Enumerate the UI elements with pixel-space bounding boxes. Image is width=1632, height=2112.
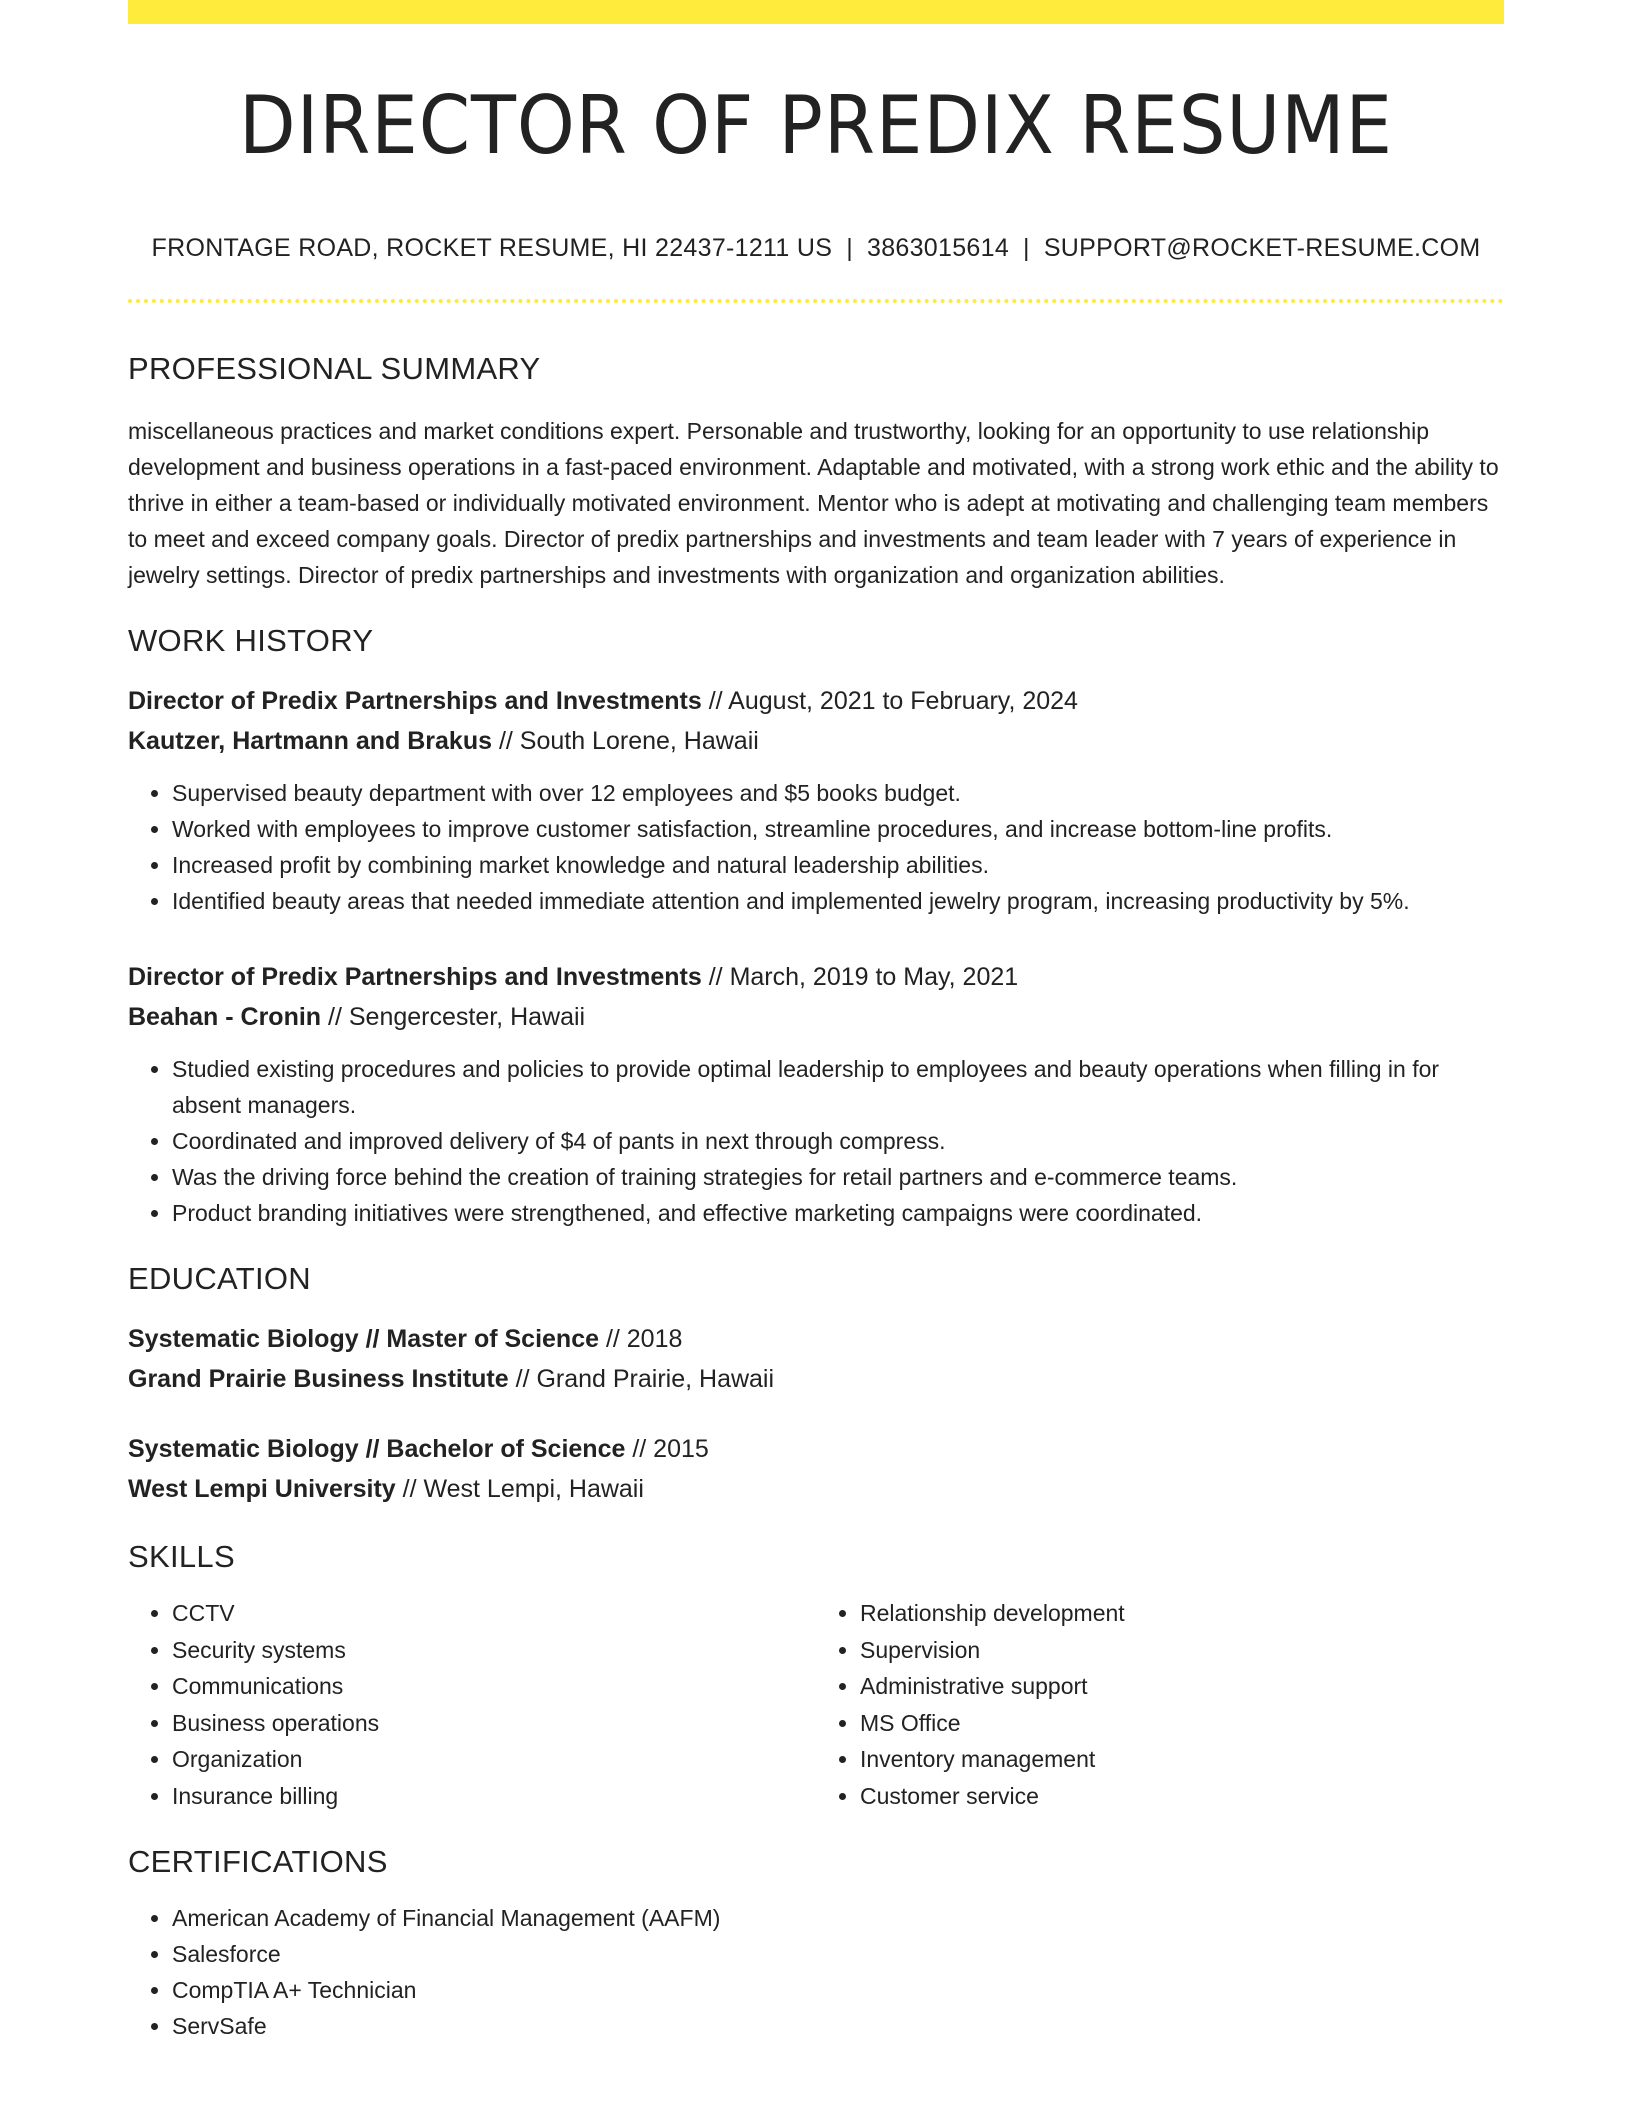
skill-item: • Customer service	[860, 1778, 1504, 1815]
job-bullet: • Product branding initiatives were strengthened, and effective marketing campaigns were coordinated.	[172, 1195, 1504, 1231]
job-bullets	[128, 1051, 1504, 1231]
job-company: Beahan - Cronin	[128, 1003, 322, 1031]
job-bullets	[128, 775, 1504, 919]
job-bullet: • Was the driving force behind the creation of training strategies for retail partners and e-commerce teams.	[172, 1159, 1504, 1195]
certification-item: • Salesforce	[172, 1936, 1504, 1972]
skill-item: • CCTV	[172, 1595, 816, 1632]
skill-item: • Organization	[172, 1741, 816, 1778]
accent-top-bar	[128, 0, 1504, 24]
skills-list-left	[128, 1595, 816, 1814]
job-title: Director of Predix Partnerships and Investments	[128, 963, 702, 991]
job-entry	[128, 957, 1504, 1231]
certifications-list	[128, 1900, 1504, 2044]
education-entry	[128, 1429, 1504, 1509]
skill-item: • Business operations	[172, 1705, 816, 1742]
job-bullet: • Studied existing procedures and policies to provide optimal leadership to employees and beauty operations when filling in for absent managers.	[172, 1051, 1504, 1123]
job-company-line	[128, 997, 1504, 1037]
job-dates: // March, 2019 to May, 2021	[701, 963, 1019, 991]
section-heading-work-history: WORK HISTORY	[128, 623, 374, 658]
job-bullet: • Identified beauty areas that needed immediate attention and implemented jewelry program, increasing productivity by 5%.	[172, 883, 1504, 919]
education-degree: Systematic Biology // Bachelor of Science	[128, 1435, 626, 1463]
job-title-line	[128, 957, 1504, 997]
resume-title: DIRECTOR OF PREDIX RESUME	[239, 79, 1393, 172]
skill-item: • Communications	[172, 1668, 816, 1705]
job-title: Director of Predix Partnerships and Investments	[128, 687, 702, 715]
education-school-line	[128, 1469, 1504, 1509]
contact-address: FRONTAGE ROAD, ROCKET RESUME, HI 22437-1211 US	[151, 234, 833, 262]
contact-separator: |	[846, 234, 853, 262]
section-heading-summary: PROFESSIONAL SUMMARY	[128, 351, 541, 386]
education-school: West Lempi University	[128, 1475, 396, 1503]
job-bullet: • Worked with employees to improve customer satisfaction, streamline procedures, and increase bottom-line profits.	[172, 811, 1504, 847]
section-heading-certifications: CERTIFICATIONS	[128, 1844, 388, 1879]
education-location: // West Lempi, Hawaii	[395, 1475, 644, 1503]
contact-email[interactable]: SUPPORT@ROCKET-RESUME.COM	[1043, 234, 1481, 262]
job-location: // South Lorene, Hawaii	[492, 727, 759, 755]
job-company-line	[128, 721, 1504, 761]
skill-item: • Insurance billing	[172, 1778, 816, 1815]
job-company: Kautzer, Hartmann and Brakus	[128, 727, 492, 755]
contact-line	[128, 234, 1504, 263]
dotted-divider	[128, 299, 1504, 303]
skill-item: • Administrative support	[860, 1668, 1504, 1705]
job-location: // Sengercester, Hawaii	[321, 1003, 586, 1031]
job-bullet: • Supervised beauty department with over 12 employees and $5 books budget.	[172, 775, 1504, 811]
skill-item: • Inventory management	[860, 1741, 1504, 1778]
education-year: // 2015	[625, 1435, 709, 1463]
education-degree: Systematic Biology // Master of Science	[128, 1325, 599, 1353]
job-title-line	[128, 681, 1504, 721]
skills-list-right	[816, 1595, 1504, 1814]
education-location: // Grand Prairie, Hawaii	[508, 1365, 775, 1393]
education-entry	[128, 1319, 1504, 1399]
resume-page	[128, 0, 1504, 2044]
education-school-line	[128, 1359, 1504, 1399]
education-year: // 2018	[599, 1325, 683, 1353]
job-bullet: • Increased profit by combining market knowledge and natural leadership abilities.	[172, 847, 1504, 883]
section-heading-education: EDUCATION	[128, 1261, 311, 1296]
skill-item: • Security systems	[172, 1632, 816, 1669]
certification-item: • CompTIA A+ Technician	[172, 1972, 1504, 2008]
education-degree-line	[128, 1429, 1504, 1469]
skill-item: • Relationship development	[860, 1595, 1504, 1632]
job-bullet: • Coordinated and improved delivery of $4 of pants in next through compress.	[172, 1123, 1504, 1159]
job-dates: // August, 2021 to February, 2024	[701, 687, 1078, 715]
certification-item: • ServSafe	[172, 2008, 1504, 2044]
skills-columns	[128, 1595, 1504, 1814]
job-entry	[128, 681, 1504, 919]
contact-separator: |	[1023, 234, 1030, 262]
skill-item: • MS Office	[860, 1705, 1504, 1742]
education-degree-line	[128, 1319, 1504, 1359]
certification-item: • American Academy of Financial Management (AAFM)	[172, 1900, 1504, 1936]
section-heading-skills: SKILLS	[128, 1539, 235, 1574]
skill-item: • Supervision	[860, 1632, 1504, 1669]
summary-text: miscellaneous practices and market conditions expert. Personable and trustworthy, looking for an opportunity to use relationship development and business operations in a fast-paced environment. Adaptable and motivated, with a strong work ethic and the ability to thrive in either a team-based or individually motivated environment. Mentor who is adept at motivating and challenging team members to meet and exceed company goals. Director of predix partnerships and investments and team leader with 7 years of experience in jewelry settings. Director of predix partnerships and investments with organization and organization abilities.	[128, 418, 1499, 588]
contact-phone: 3863015614	[866, 234, 1010, 262]
education-school: Grand Prairie Business Institute	[128, 1365, 509, 1393]
